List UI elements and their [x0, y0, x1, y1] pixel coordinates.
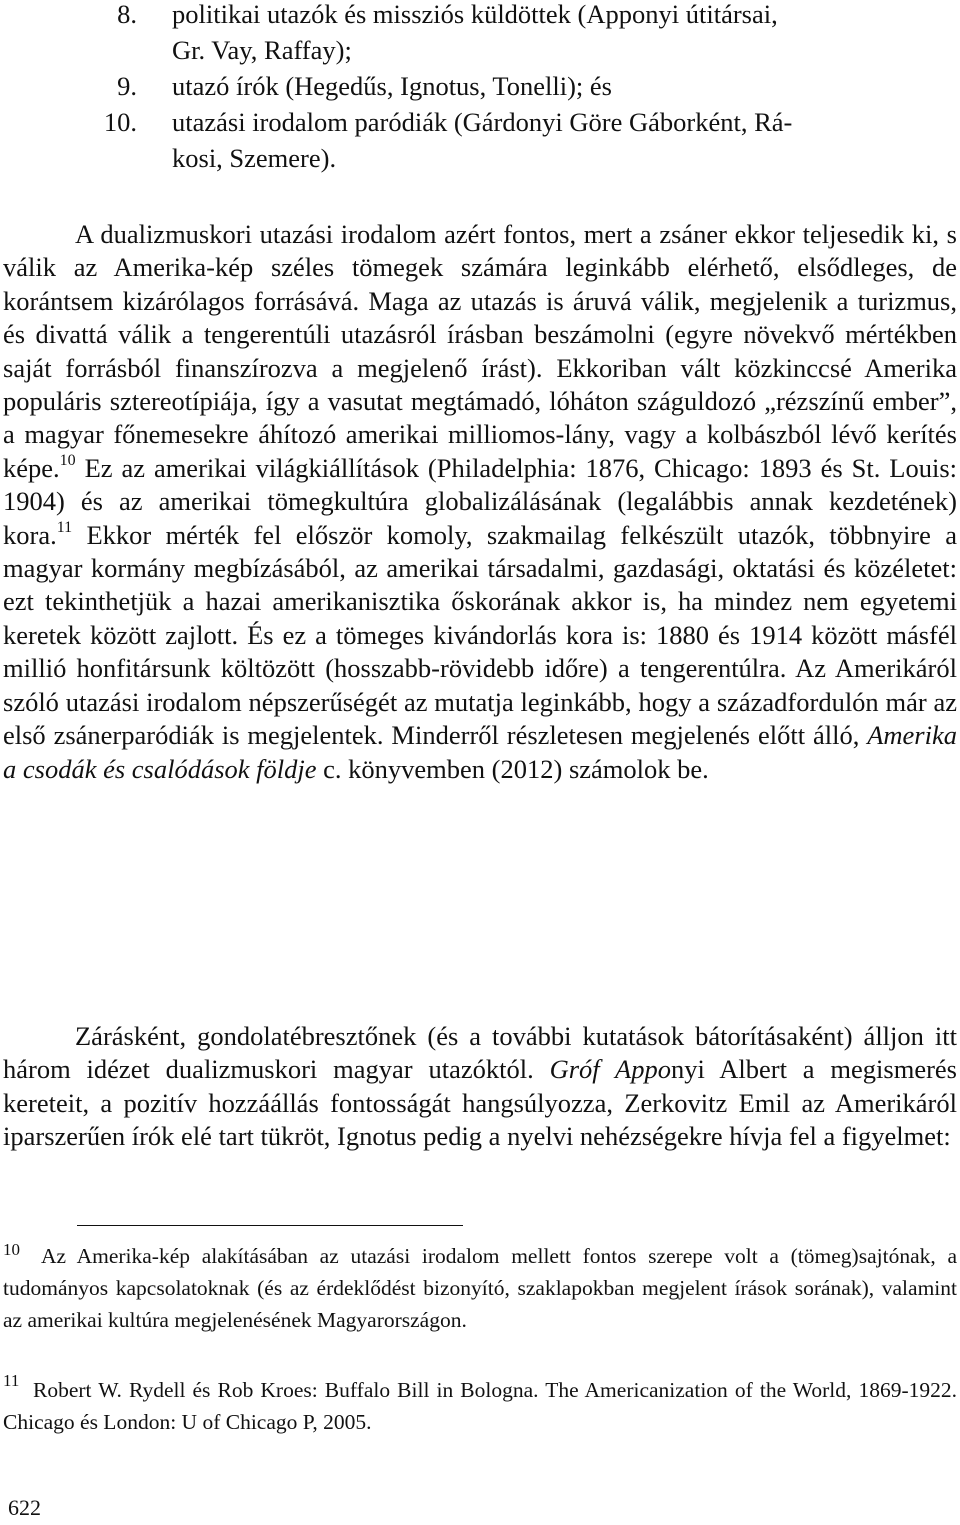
list-text: utazó írók (Hegedűs, Ignotus, Tonelli); és [172, 71, 612, 101]
list-text-continued: kosi, Szemere). [172, 143, 337, 173]
paragraph-closing [3, 1020, 957, 1154]
list-number: 8. [117, 0, 137, 29]
paragraph-text: nyi Albert a megismerés kereteit, a pozitív hozzáállás fontosságát hangsúlyozza, Zerkovitz Emil az Amerikáról iparszerűen írók elé tart tükröt, Ignotus pedig a nyelvi nehézségekre hívja fel a figyelmet: [3, 1054, 957, 1152]
footnote-text: Az Amerika-kép alakításában az utazási irodalom mellett fontos szerepe volt a (tömeg)sajtónak, a tudományos kapcsolatoknak (és az érdeklődést bizonyító, szaklapokban megjelent írások sorának), valamint az amerikai kultúra megjelenésének Magyarországon. [3, 1244, 957, 1332]
list-text: politikai utazók és missziós küldöttek (Apponyi útitársai, [172, 0, 778, 29]
paragraph-text: Ez az amerikai világkiállítások (Philadelphia: 1876, Chicago: 1893 és St. Louis: 1904) és az amerikai tömegkultúra globalizálásának (legalábbis annak kezdetének) kora. [3, 452, 957, 550]
book-title: Amerika a csodák és csalódások földje [3, 720, 957, 784]
footnote-mark: 10 [3, 1240, 20, 1259]
paragraph-text: A dualizmuskori utazási irodalom azért fontos, mert a zsáner ekkor teljesedik ki, s válik az Amerika-kép széles tömegek számára leginkább elérhető, elsődleges, de korántsem kizárólagos forrásává. Maga az utazás is áruvá válik, megjelenik a turizmus, és divattá válik a tengerentúli utazásról írásban beszámolni (egyre növekvő mértékben saját forrásból finanszírozva a megjelenő írást). Ekkoriban vált közkinccsé Amerika populáris sztereotípiája, így a vasutat megtámadó, lóháton száguldozó „rézszínű ember”, a magyar főnemesekre áhítozó amerikai milliomos-lány, vagy a kolbászból lévő kerítés képe. [3, 219, 957, 483]
footnote-mark: 11 [3, 1371, 20, 1390]
paragraph-text: Zárásként, gondolatébresztőnek (és a további kutatások bátorításaként) álljon itt három idézet dualizmuskori magyar utazóktól. [3, 1021, 957, 1085]
footnote-reference: 10 [59, 452, 76, 470]
paragraph-dualism-travel-literature [3, 218, 957, 786]
footnote-10 [3, 1240, 957, 1336]
list-number: 10. [103, 107, 137, 137]
footnote-separator [77, 1225, 463, 1226]
list-number: 9. [117, 71, 137, 101]
list-text-continued: Gr. Vay, Raffay); [172, 35, 352, 65]
footnote-reference: 11 [56, 518, 73, 536]
paragraph-text: Ekkor mérték fel először komoly, szakmailag felkészült utazók, többnyire a magyar kormány megbízásából, az amerikai társadalmi, gazdasági, oktatási és közéletet: ezt tekinthetjük a hazai amerikanisztika őskorának akkor is, ha mindez nem egyetemi keretek között zajlott. És ez a tömeges kivándorlás kora is: 1880 és 1914 között másfél millió honfitársunk költözött (hosszabb-rövidebb időre) a tengerentúlra. Az Amerikáról szóló utazási irodalom népszerűségét az mutatja leginkább, hogy a századfordulón már az első zsánerparódiák is megjelentek. Minderről részletesen megjelenés előtt álló, [3, 519, 957, 751]
page-number: 622 [8, 1495, 41, 1520]
list-text: utazási irodalom paródiák (Gárdonyi Göre Gáborként, Rá- [172, 107, 793, 137]
footnote-text: Robert W. Rydell és Rob Kroes: Buffalo Bill in Bologna. The Americanization of the World, 1869-1922. Chicago és London: U of Chicago P, 2005. [3, 1378, 957, 1434]
italic-name: Gróf Appo [549, 1054, 671, 1085]
footnote-11 [3, 1371, 957, 1438]
paragraph-text: c. könyvemben (2012) számolok be. [316, 753, 709, 784]
